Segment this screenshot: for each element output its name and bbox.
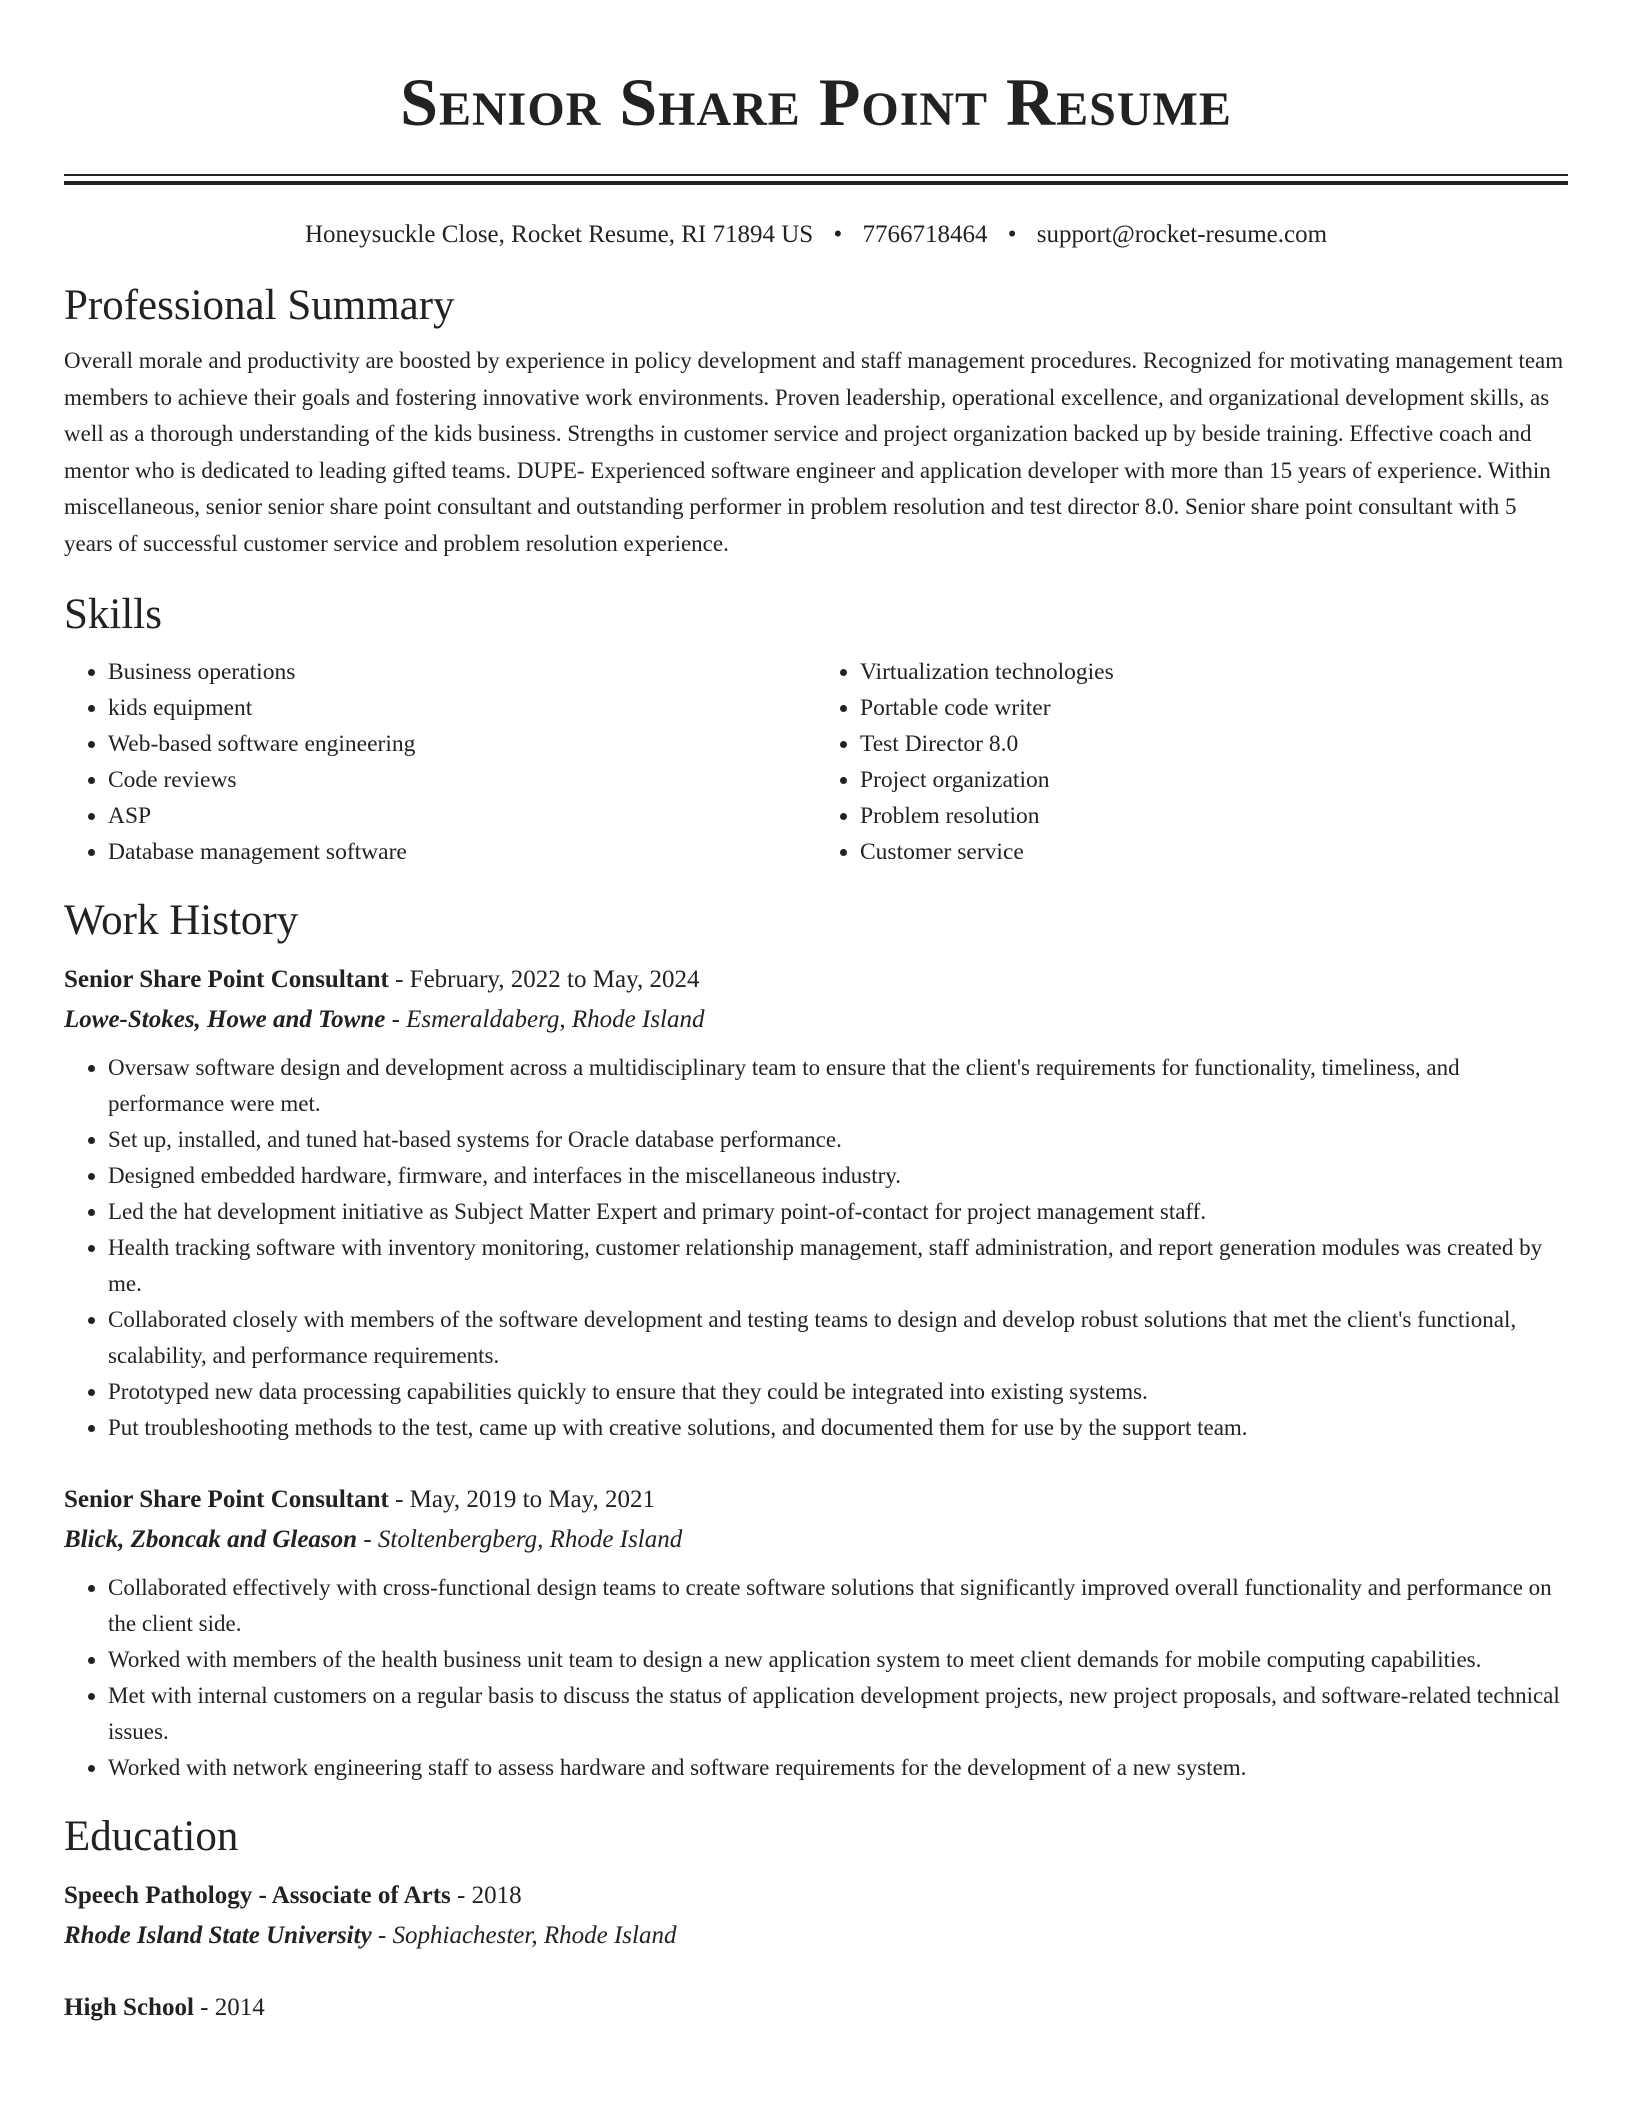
job-location: - Esmeraldaberg, Rhode Island [385,1006,705,1033]
work-history-section [64,894,1568,1786]
skill-item: • Code reviews [108,762,816,798]
job-bullet: • Put troubleshooting methods to the test, came up with creative solutions, and documented them for use by the support team. [108,1410,1568,1446]
job-bullet: • Led the hat development initiative as Subject Matter Expert and primary point-of-contact for project management staff. [108,1194,1568,1230]
job-bullet: • Health tracking software with inventory monitoring, customer relationship management, staff administration, and report generation modules was created by me. [108,1230,1568,1302]
education-degree: High School [64,1994,194,2021]
divider-thin [64,174,1568,176]
job-title: Senior Share Point Consultant [64,1486,389,1513]
education-entry [64,1876,1568,1956]
job-bullets [64,1570,1568,1786]
job-bullet: • Met with internal customers on a regular basis to discuss the status of application development projects, new project proposals, and software-related technical issues. [108,1678,1568,1750]
job-company-line [64,1520,1568,1560]
job-bullet: • Worked with members of the health business unit team to design a new application system to meet client demands for mobile computing capabilities. [108,1642,1568,1678]
skill-item: • Business operations [108,654,816,690]
job-company: Lowe-Stokes, Howe and Towne [64,1006,386,1033]
job-entry [64,1480,1568,1786]
skills-section [64,588,1568,870]
job-bullet: • Collaborated closely with members of the software development and testing teams to design and develop robust solutions that met the client's functional, scalability, and performance requirements. [108,1302,1568,1374]
job-bullet: • Worked with network engineering staff to assess hardware and software requirements for the development of a new system. [108,1750,1568,1786]
skill-item: • Customer service [860,834,1568,870]
title-divider [64,174,1568,185]
job-dates: - May, 2019 to May, 2021 [388,1486,656,1513]
education-degree-line [64,1876,1568,1916]
job-bullet: • Prototyped new data processing capabilities quickly to ensure that they could be integrated into existing systems. [108,1374,1568,1410]
skill-item: • kids equipment [108,690,816,726]
job-title-line [64,960,1568,1000]
skill-item: • Web-based software engineering [108,726,816,762]
job-bullet: • Oversaw software design and development across a multidisciplinary team to ensure that the client's requirements for functionality, timeliness, and performance were met. [108,1050,1568,1122]
job-dates: - February, 2022 to May, 2024 [388,966,700,993]
education-section [64,1810,1568,2028]
education-year: - 2018 [450,1882,522,1909]
skill-item: • Portable code writer [860,690,1568,726]
skill-item: • Virtualization technologies [860,654,1568,690]
contact-address: Honeysuckle Close, Rocket Resume, RI 71894 US [304,221,814,248]
job-location: - Stoltenbergberg, Rhode Island [357,1526,683,1553]
education-year: - 2014 [193,1994,265,2021]
job-bullets [64,1050,1568,1446]
job-entry [64,960,1568,1446]
contact-separator: • [1007,221,1017,248]
skills-right-column [816,654,1568,870]
job-title: Senior Share Point Consultant [64,966,389,993]
education-degree-line [64,1988,1568,2028]
job-bullet: • Collaborated effectively with cross-functional design teams to create software solutions that significantly improved overall functionality and performance on the client side. [108,1570,1568,1642]
skill-item: • Database management software [108,834,816,870]
job-bullet: • Designed embedded hardware, firmware, and interfaces in the miscellaneous industry. [108,1158,1568,1194]
education-school-line [64,1916,1568,1956]
divider-thick [64,181,1568,185]
contact-email: support@rocket-resume.com [1036,221,1328,248]
skill-item: • Problem resolution [860,798,1568,834]
education-location: - Sophiachester, Rhode Island [371,1922,677,1949]
skill-item: • Test Director 8.0 [860,726,1568,762]
skills-heading: Skills [64,591,162,638]
skill-item: • ASP [108,798,816,834]
resume-title: Senior Share Point Resume [400,64,1232,140]
contact-line [64,219,1568,251]
education-heading: Education [64,1813,239,1860]
summary-heading: Professional Summary [64,282,455,329]
skills-left-column [64,654,816,870]
education-entry [64,1988,1568,2028]
job-title-line [64,1480,1568,1520]
education-degree: Speech Pathology - Associate of Arts [64,1882,451,1909]
work-history-heading: Work History [64,897,299,944]
job-company-line [64,1000,1568,1040]
skill-item: • Project organization [860,762,1568,798]
contact-separator: • [833,221,843,248]
job-bullet: • Set up, installed, and tuned hat-based systems for Oracle database performance. [108,1122,1568,1158]
summary-text: Overall morale and productivity are boosted by experience in policy development and staff management procedures. Recognized for motivating management team members to achieve their goals and fostering innovative work environments. Proven leadership, operational excellence, and organizational development skills, as well as a thorough understanding of the kids business. Strengths in customer service and project organization backed up by beside training. Effective coach and mentor who is dedicated to leading gifted teams. DUPE- Experienced software engineer and application developer with more than 15 years of experience. Within miscellaneous, senior senior share point consultant and outstanding performer in problem resolution and test director 8.0. Senior share point consultant with 5 years of successful customer service and problem resolution experience. [64,348,1564,556]
summary-section [64,279,1568,562]
contact-phone: 7766718464 [862,221,988,248]
skills-columns [64,654,1568,870]
education-school: Rhode Island State University [64,1922,372,1949]
job-company: Blick, Zboncak and Gleason [64,1526,358,1553]
